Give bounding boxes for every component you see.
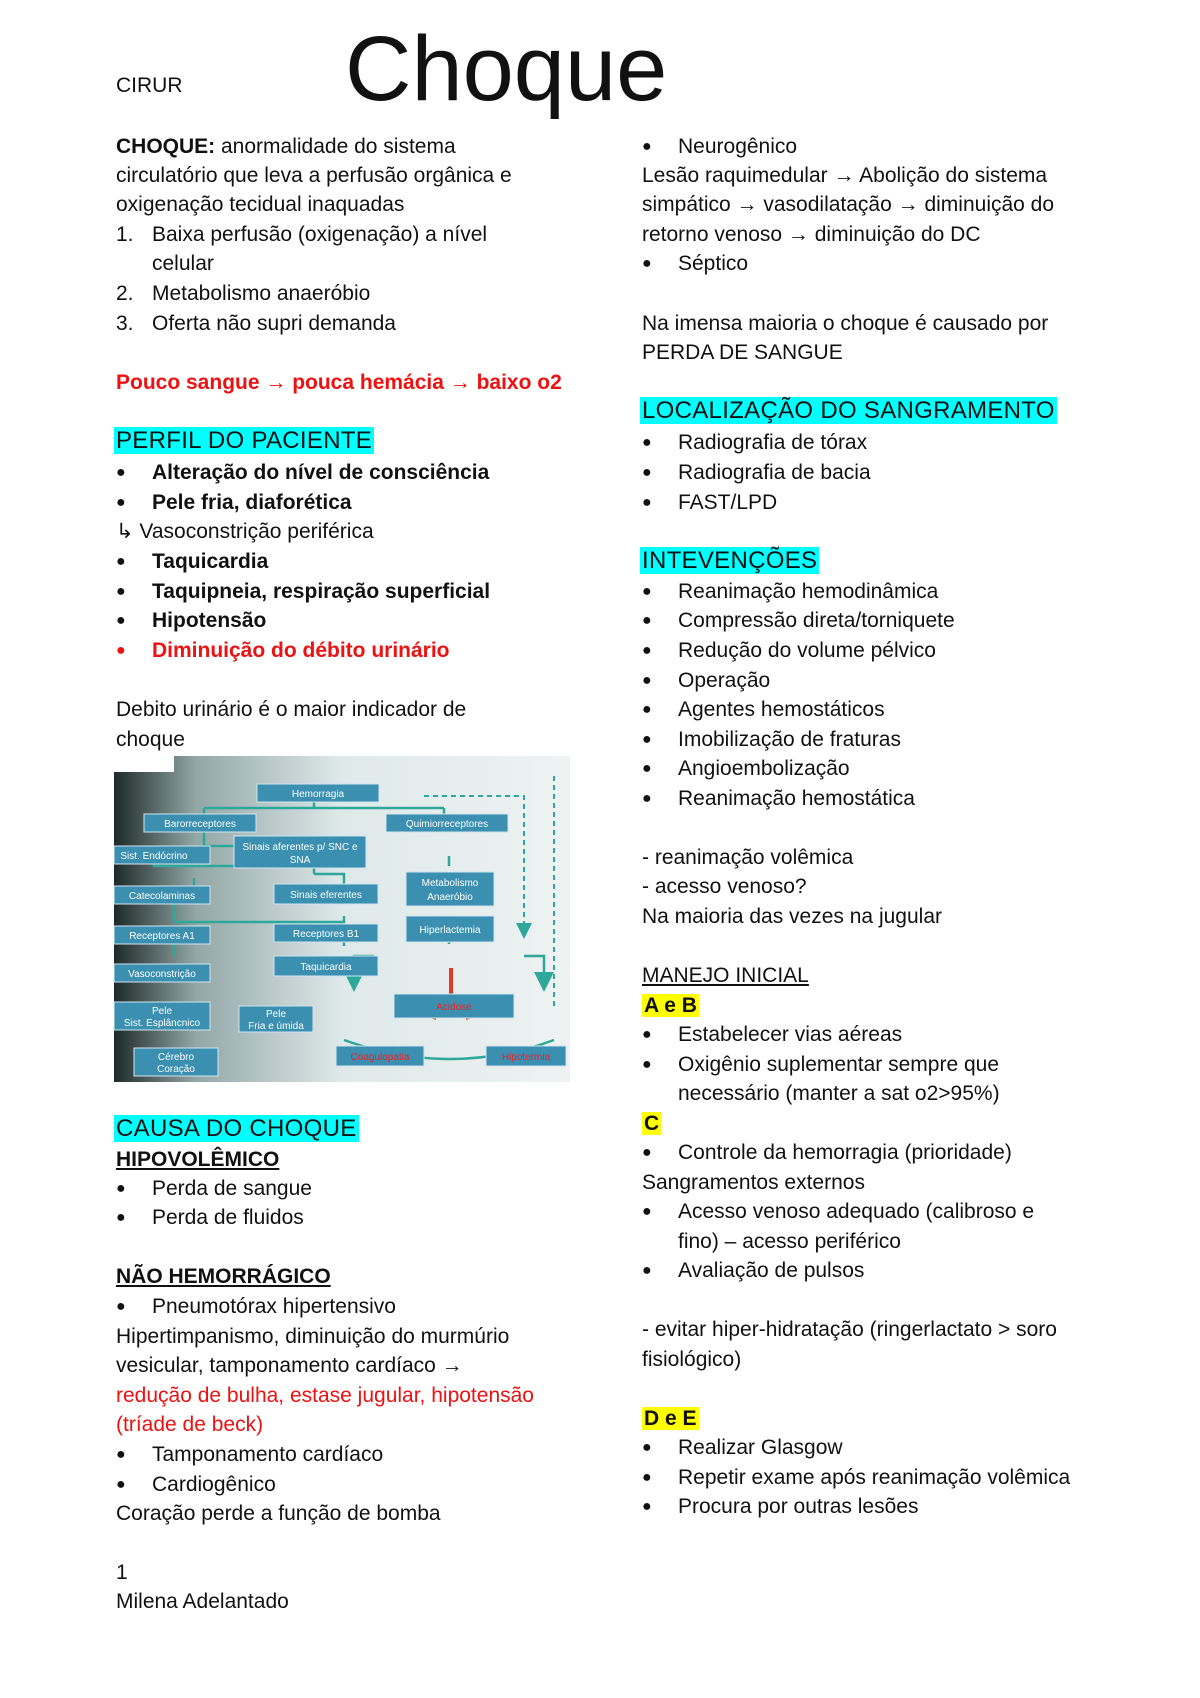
- bullet-icon: ●: [642, 464, 652, 481]
- red-flow-text: Pouco sangue → pouca hemácia → baixo o2: [116, 371, 562, 394]
- flowchart-label: Hemorragia: [291, 789, 345, 800]
- list-item: Radiografia de bacia: [678, 461, 871, 484]
- list-item: Acesso venoso adequado (calibroso e: [678, 1200, 1035, 1223]
- bullet-icon: ●: [642, 672, 652, 689]
- definition-line: [116, 132, 456, 161]
- list-item: Oferta não supri demanda: [152, 312, 396, 335]
- definition-term: CHOQUE:: [116, 135, 216, 158]
- list-item: Realizar Glasgow: [678, 1436, 843, 1459]
- list-item: Radiografia de tórax: [678, 431, 868, 454]
- flowchart-label: Pele: [265, 1009, 287, 1020]
- list-item: Tamponamento cardíaco: [152, 1443, 384, 1466]
- bullet-icon: ●: [116, 1298, 126, 1315]
- flowchart-label: Hipotermia: [501, 1052, 551, 1063]
- definition-line: oxigenação tecidual inaquadas: [116, 193, 405, 216]
- list-item: Controle da hemorragia (prioridade): [678, 1141, 1012, 1164]
- list-item: Agentes hemostáticos: [678, 698, 885, 721]
- bullet-icon: ●: [642, 1056, 652, 1073]
- list-item: Redução do volume pélvico: [678, 639, 936, 662]
- step-label-de: [642, 1404, 699, 1433]
- section-heading-perfil: [114, 426, 374, 455]
- flowchart-label: Catecolaminas: [128, 891, 196, 902]
- list-item: necessário (manter a sat o2>95%): [678, 1082, 1000, 1105]
- text-line: vesicular, tamponamento cardíaco →: [116, 1354, 463, 1377]
- text-line: - reanimação volêmica: [642, 846, 854, 869]
- list-item: Reanimação hemodinâmica: [678, 580, 939, 603]
- flowchart-label: SNA: [289, 855, 311, 866]
- bullet-icon: ●: [642, 138, 652, 155]
- list-item: Baixa perfusão (oxigenação) a nível: [152, 223, 488, 246]
- flowchart-label: Acidose: [436, 1002, 472, 1013]
- heading-text: INTEVENÇÕES: [642, 547, 818, 574]
- flowchart-label: Cérebro: [157, 1052, 195, 1063]
- text-line: simpático → vasodilatação → diminuição do: [642, 193, 1055, 216]
- list-item: Taquipneia, respiração superficial: [152, 580, 491, 603]
- bullet-icon: ●: [642, 1026, 652, 1043]
- bullet-icon: ●: [642, 1262, 652, 1279]
- flowchart-label: Receptores B1: [292, 929, 360, 940]
- flowchart-label: Coagulopatia: [350, 1052, 410, 1063]
- subheading-manejo: MANEJO INICIAL: [642, 964, 809, 987]
- flowchart-label: Sist. Esplâncnico: [123, 1018, 201, 1029]
- flowchart-label: Quimiorreceptores: [405, 819, 489, 830]
- list-item: Repetir exame após reanimação volêmica: [678, 1466, 1071, 1489]
- list-item: Imobilização de fraturas: [678, 728, 901, 751]
- sub-item: ↳ Vasoconstrição periférica: [116, 520, 374, 543]
- bullet-icon: ●: [642, 1203, 652, 1220]
- text-line: Sangramentos externos: [642, 1171, 865, 1194]
- flowchart-label: Anaeróbio: [427, 892, 473, 903]
- red-text-line: (tríade de beck): [116, 1413, 264, 1436]
- list-item: Taquicardia: [152, 550, 269, 573]
- flowchart-label: Taquicardia: [300, 962, 352, 973]
- heading-text: CAUSA DO CHOQUE: [116, 1115, 357, 1142]
- bullet-icon: ●: [116, 612, 126, 629]
- list-item: Estabelecer vias aéreas: [678, 1023, 903, 1046]
- text-line: fisiológico): [642, 1348, 742, 1371]
- flowchart-label: Vasoconstrição: [128, 969, 196, 980]
- subheading-hipovolemico: HIPOVOLÊMICO: [116, 1148, 280, 1171]
- flowchart-label: Pele: [151, 1006, 173, 1017]
- heading-text: PERFIL DO PACIENTE: [116, 427, 373, 454]
- flowchart-label: Sinais eferentes: [290, 890, 362, 901]
- list-item: Oxigênio suplementar sempre que: [678, 1053, 1000, 1076]
- text-line: Coração perde a função de bomba: [116, 1502, 441, 1525]
- bullet-icon: ●: [642, 790, 652, 807]
- bullet-icon: ●: [642, 1439, 652, 1456]
- text-line: Lesão raquimedular → Abolição do sistema: [642, 164, 1048, 187]
- flowchart-label: Sinais aferentes p/ SNC e: [242, 842, 358, 853]
- text-line: Hipertimpanismo, diminuição do murmúrio: [116, 1325, 510, 1348]
- page-title: Choque: [345, 18, 668, 120]
- text-line: - acesso venoso?: [642, 875, 807, 898]
- list-item: celular: [152, 252, 214, 275]
- red-text-line: redução de bulha, estase jugular, hipotensão: [116, 1384, 534, 1407]
- bullet-icon: ●: [642, 494, 652, 511]
- definition-text: anormalidade do sistema: [215, 135, 456, 158]
- text-line: Na imensa maioria o choque é causado por: [642, 312, 1049, 335]
- text-line: choque: [116, 728, 185, 751]
- flowchart-label: Barorreceptores: [164, 819, 236, 830]
- definition-line: circulatório que leva a perfusão orgânica e: [116, 164, 512, 187]
- list-item: Metabolismo anaeróbio: [152, 282, 371, 305]
- step-label-ab: [642, 991, 699, 1020]
- list-item: Operação: [678, 669, 771, 692]
- bullet-icon: ●: [642, 1498, 652, 1515]
- list-item: Neurogênico: [678, 135, 798, 158]
- bullet-icon: ●: [642, 760, 652, 777]
- list-item: Perda de fluidos: [152, 1206, 304, 1229]
- flowchart-label: Receptores A1: [129, 931, 195, 942]
- list-item: Pele fria, diaforética: [152, 491, 352, 514]
- section-heading-causa: [114, 1114, 359, 1143]
- section-heading-intervencoes: [640, 546, 819, 575]
- text-line: retorno venoso → diminuição do DC: [642, 223, 981, 246]
- list-item: Cardiogênico: [152, 1473, 276, 1496]
- list-item: FAST/LPD: [678, 491, 778, 514]
- bullet-icon: ●: [642, 1469, 652, 1486]
- list-number: 3.: [116, 312, 134, 335]
- text-line: Na maioria das vezes na jugular: [642, 905, 942, 928]
- text-line: - evitar hiper-hidratação (ringerlactato > soro: [642, 1318, 1057, 1341]
- bullet-icon: ●: [642, 701, 652, 718]
- text-line: PERDA DE SANGUE: [642, 341, 843, 364]
- bullet-icon: ●: [642, 731, 652, 748]
- flowchart-label: Metabolismo: [421, 878, 479, 889]
- page-number: 1: [116, 1561, 128, 1584]
- shock-flowchart-image: [114, 756, 570, 1082]
- label-text: C: [644, 1112, 660, 1135]
- list-item: Angioembolização: [678, 757, 850, 780]
- list-number: 1.: [116, 223, 134, 246]
- flowchart-label: Hiperlactemia: [419, 925, 481, 936]
- bullet-icon: ●: [116, 494, 126, 511]
- list-item: Alteração do nível de consciência: [152, 461, 490, 484]
- heading-text: LOCALIZAÇÃO DO SANGRAMENTO: [642, 397, 1055, 424]
- bullet-icon: ●: [116, 583, 126, 600]
- list-item: Diminuição do débito urinário: [152, 639, 450, 662]
- bullet-icon: ●: [116, 553, 126, 570]
- bullet-icon: ●: [642, 642, 652, 659]
- author-name: Milena Adelantado: [116, 1590, 289, 1613]
- list-item: Reanimação hemostática: [678, 787, 915, 810]
- list-item: Avaliação de pulsos: [678, 1259, 865, 1282]
- text-line: Debito urinário é o maior indicador de: [116, 698, 467, 721]
- list-item: fino) – acesso periférico: [678, 1230, 901, 1253]
- list-item: Hipotensão: [152, 609, 267, 632]
- bullet-icon: ●: [642, 583, 652, 600]
- list-number: 2.: [116, 282, 134, 305]
- flowchart-label: Coração: [157, 1064, 195, 1075]
- flowchart-label: Sist. Endócrino: [120, 851, 188, 862]
- label-text: A e B: [644, 994, 697, 1017]
- bullet-icon: ●: [642, 1144, 652, 1161]
- list-item: Compressão direta/torniquete: [678, 609, 955, 632]
- bullet-icon: ●: [116, 464, 126, 481]
- label-text: D e E: [644, 1407, 697, 1430]
- list-item: Procura por outras lesões: [678, 1495, 919, 1518]
- course-label: CIRUR: [116, 74, 183, 97]
- list-item: Séptico: [678, 252, 749, 275]
- flowchart-label: Fria e úmida: [248, 1021, 304, 1032]
- bullet-icon: ●: [116, 1180, 126, 1197]
- section-heading-localizacao: [640, 396, 1057, 425]
- step-label-c: [642, 1109, 661, 1138]
- bullet-icon: ●: [116, 1476, 126, 1493]
- bullet-icon: ●: [642, 255, 652, 272]
- bullet-icon: ●: [116, 1209, 126, 1226]
- bullet-icon: ●: [116, 642, 126, 659]
- subheading-nao-hemorragico: NÃO HEMORRÁGICO: [116, 1265, 331, 1288]
- bullet-icon: ●: [642, 434, 652, 451]
- bullet-icon: ●: [642, 612, 652, 629]
- list-item: Perda de sangue: [152, 1177, 312, 1200]
- list-item: Pneumotórax hipertensivo: [152, 1295, 396, 1318]
- bullet-icon: ●: [116, 1446, 126, 1463]
